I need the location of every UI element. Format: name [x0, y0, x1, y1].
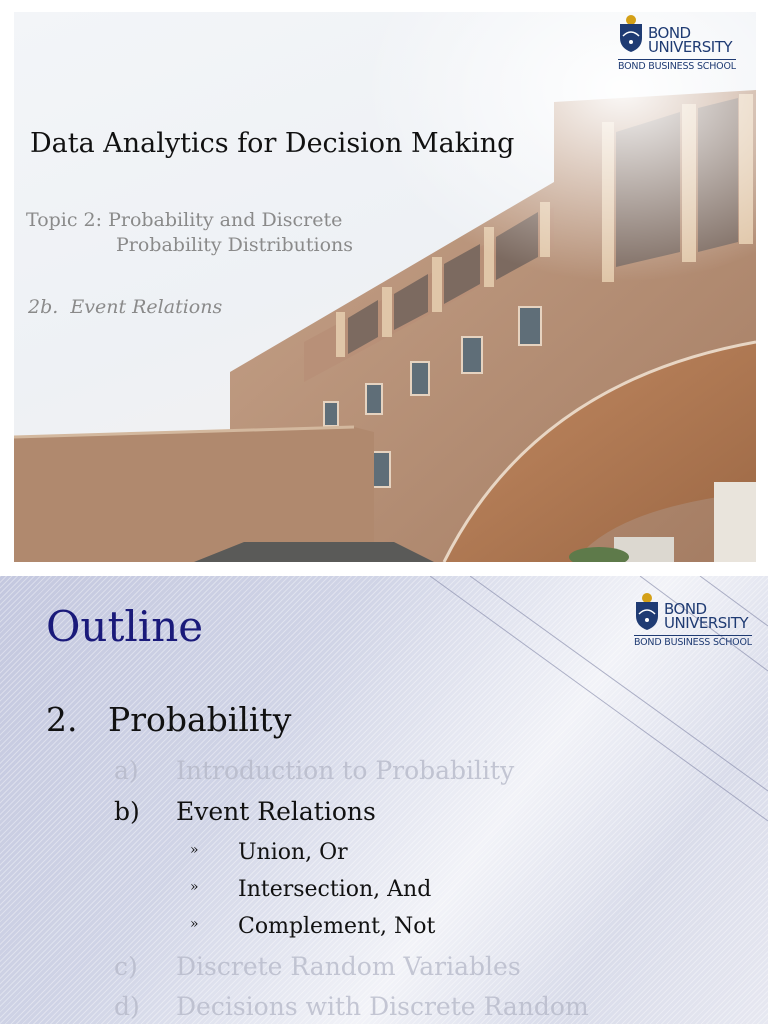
- bullet-icon: »: [190, 879, 199, 895]
- item-text: Introduction to Probability: [176, 756, 515, 785]
- title-slide: [14, 12, 756, 562]
- item-text: Event Relations: [176, 797, 376, 826]
- crest-icon: [634, 592, 660, 632]
- item-text: Decisions with Discrete Random: [176, 992, 589, 1021]
- building-photo: [14, 12, 756, 562]
- topic-line-1: Topic 2: Probability and Discrete: [26, 209, 343, 231]
- item-marker: a): [114, 756, 139, 785]
- subitem-text: Complement, Not: [238, 914, 436, 939]
- crest-icon: [618, 14, 644, 54]
- logo-line-1: BOND: [664, 600, 707, 618]
- topic-heading: [26, 208, 353, 258]
- logo-line-3: BOND BUSINESS SCHOOL: [634, 637, 752, 648]
- bond-university-logo-2: [634, 592, 764, 652]
- bullet-icon: »: [190, 842, 199, 858]
- section-heading: [46, 700, 291, 739]
- logo-line-3: BOND BUSINESS SCHOOL: [618, 61, 736, 72]
- logo-line-2: UNIVERSITY: [648, 38, 733, 56]
- logo-line-2: UNIVERSITY: [664, 614, 749, 632]
- item-marker: d): [114, 992, 140, 1021]
- bond-university-logo: [618, 14, 748, 74]
- subitem-text: Intersection, And: [238, 877, 432, 902]
- subtopic-heading: 2b. Event Relations: [28, 296, 223, 318]
- item-marker: b): [114, 797, 140, 826]
- bullet-icon: »: [190, 916, 199, 932]
- outline-title: Outline: [46, 602, 204, 651]
- topic-line-2: Probability Distributions: [116, 234, 353, 256]
- slide-title: Data Analytics for Decision Making: [30, 128, 515, 159]
- logo-line-1: BOND: [648, 24, 691, 42]
- item-text: Discrete Random Variables: [176, 952, 521, 981]
- subitem-text: Union, Or: [238, 840, 348, 865]
- item-marker: c): [114, 952, 138, 981]
- section-number: 2.: [46, 700, 78, 739]
- section-title: Probability: [108, 700, 292, 739]
- outline-slide: [0, 576, 768, 1024]
